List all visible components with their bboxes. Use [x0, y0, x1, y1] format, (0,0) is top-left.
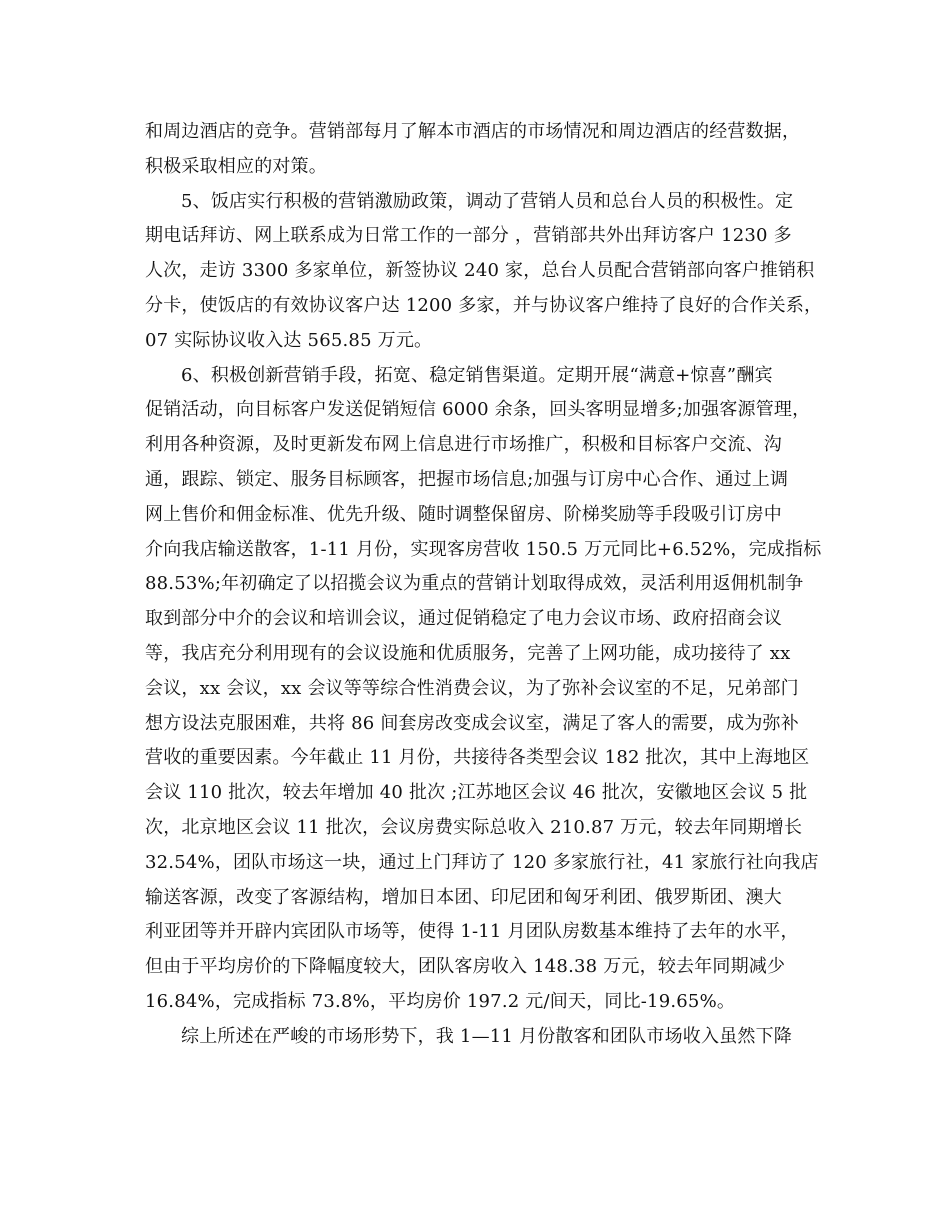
text-line: 88.53%;年初确定了以招揽会议为重点的营销计划取得成效，灵活利用返佣机制争 [145, 573, 804, 595]
text-line: 6、积极创新营销手段，拓宽、稳定销售渠道。定期开展“满意+惊喜”酬宾 [181, 364, 773, 386]
text-line: 07 实际协议收入达 565.85 万元。 [145, 329, 433, 351]
text-line: 促销活动，向目标客户发送促销短信 6000 余条，回头客明显增多;加强客源管理， [145, 399, 811, 421]
text-line: 通，跟踪、锁定、服务目标顾客，把握市场信息;加强与订房中心合作、通过上调 [145, 468, 789, 490]
text-line: 想方设法克服困难，共将 86 间套房改变成会议室，满足了客人的需要，成为弥补 [145, 712, 799, 734]
text-line: 会议，xx 会议，xx 会议等等综合性消费会议，为了弥补会议室的不足，兄弟部门 [145, 677, 799, 699]
text-line: 输送客源，改变了客源结构，增加日本团、印尼团和匈牙利团、俄罗斯团、澳大 [145, 886, 782, 908]
text-line: 等，我店充分利用现有的会议设施和优质服务，完善了上网功能，成功接待了 xx [145, 642, 791, 664]
text-line: 但由于平均房价的下降幅度较大，团队客房收入 148.38 万元，较去年同期减少 [145, 956, 786, 978]
text-line: 营收的重要因素。今年截止 11 月份，共接待各类型会议 182 批次，其中上海地区 [145, 747, 810, 769]
text-line: 介向我店输送散客，1-11 月份，实现客房营收 150.5 万元同比+6.52%，完成指标 [145, 538, 822, 560]
paragraph-summary [145, 1020, 815, 1055]
text-line: 综上所述在严峻的市场形势下，我 1—11 月份散客和团队市场收入虽然下降 [181, 1025, 792, 1047]
text-line: 利亚团等并开辟内宾团队市场等，使得 1-11 月团队房数基本维持了去年的水平， [145, 921, 799, 943]
paragraph-competition [145, 115, 815, 185]
text-line: 网上售价和佣金标准、优先升级、随时调整保留房、阶梯奖励等手段吸引订房中 [145, 503, 782, 525]
text-line: 16.84%，完成指标 73.8%，平均房价 197.2 元/间天，同比-19.65%。 [145, 990, 736, 1012]
paragraph-item-6 [145, 359, 822, 1020]
text-line: 期电话拜访、网上联系成为日常工作的一部分 ，营销部共外出拜访客户 1230 多 [145, 225, 792, 247]
text-line: 取到部分中介的会议和培训会议，通过促销稳定了电力会议市场、政府招商会议 [145, 608, 782, 630]
text-line: 次，北京地区会议 11 批次，会议房费实际总收入 210.87 万元，较去年同期增长 [145, 816, 803, 838]
text-line: 积极采取相应的对策。 [145, 155, 327, 177]
text-line: 分卡，使饭店的有效协议客户达 1200 多家，并与协议客户维持了良好的合作关系， [145, 294, 823, 316]
text-line: 32.54%，团队市场这一块，通过上门拜访了 120 多家旅行社，41 家旅行社向我店 [145, 851, 819, 873]
text-line: 5、饭店实行积极的营销激励政策，调动了营销人员和总台人员的积极性。定 [181, 190, 794, 212]
text-line: 会议 110 批次，较去年增加 40 批次 ;江苏地区会议 46 批次，安徽地区会议 5 批 [145, 782, 808, 804]
document-body [145, 115, 823, 1055]
text-line: 利用各种资源，及时更新发布网上信息进行市场推广，积极和目标客户交流、沟 [145, 434, 782, 456]
paragraph-item-5 [145, 185, 823, 359]
text-line: 人次，走访 3300 多家单位，新签协议 240 家，总台人员配合营销部向客户推销积 [145, 260, 815, 282]
text-line: 和周边酒店的竞争。营销部每月了解本市酒店的市场情况和周边酒店的经营数据， [145, 121, 801, 142]
